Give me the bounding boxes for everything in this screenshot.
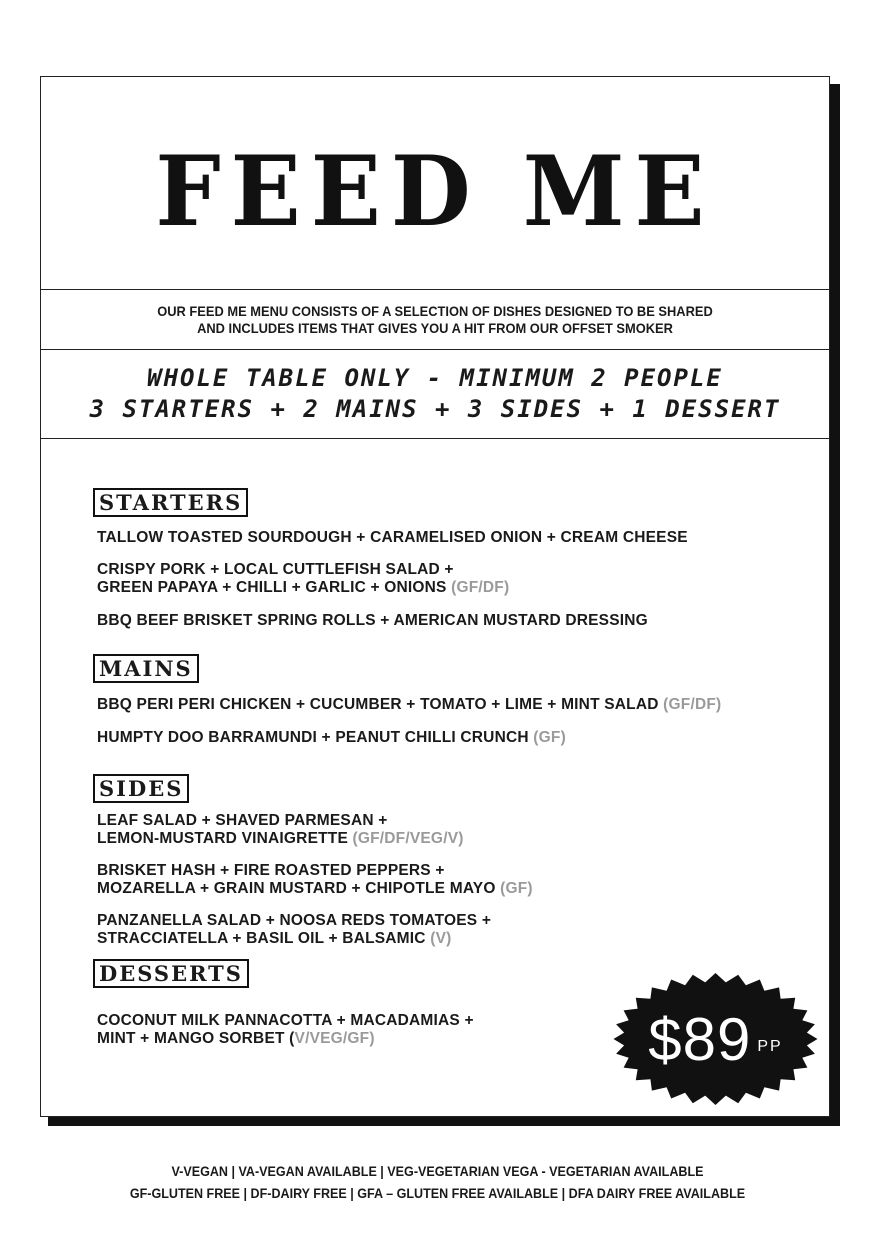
section-heading-mains: MAINS bbox=[93, 654, 199, 683]
item-text: BRISKET HASH + FIRE ROASTED PEPPERS + bbox=[97, 862, 445, 879]
item-text: MOZARELLA + GRAIN MUSTARD + CHIPOTLE MAYO bbox=[97, 879, 496, 897]
item-text: LEAF SALAD + SHAVED PARMESAN + bbox=[97, 812, 388, 829]
dietary-tag: (GF) bbox=[500, 879, 533, 897]
item-text: TALLOW TOASTED SOURDOUGH + CARAMELISED ONION + CREAM CHEESE bbox=[97, 529, 688, 546]
rules-line-1: WHOLE TABLE ONLY - MINIMUM 2 PEOPLE bbox=[147, 364, 723, 392]
menu-item bbox=[97, 862, 797, 897]
menu-title: FEED ME bbox=[155, 134, 715, 249]
price-badge bbox=[613, 972, 818, 1106]
dietary-legend bbox=[31, 1161, 845, 1205]
intro-line-1: OUR FEED ME MENU CONSISTS OF A SELECTION OF DISHES DESIGNED TO BE SHARED bbox=[157, 303, 713, 319]
table-rules bbox=[41, 350, 829, 438]
menu-card bbox=[40, 76, 830, 1117]
section-heading-sides: SIDES bbox=[93, 774, 189, 803]
item-text: BBQ BEEF BRISKET SPRING ROLLS + AMERICAN MUSTARD DRESSING bbox=[97, 612, 648, 629]
item-text: MINT + MANGO SORBET ( bbox=[97, 1029, 295, 1047]
item-text: LEMON-MUSTARD VINAIGRETTE bbox=[97, 829, 348, 847]
item-text: PANZANELLA SALAD + NOOSA REDS TOMATOES + bbox=[97, 912, 492, 929]
item-text: HUMPTY DOO BARRAMUNDI + PEANUT CHILLI CRUNCH bbox=[97, 729, 529, 746]
section-heading-starters: STARTERS bbox=[93, 488, 248, 517]
legend-line-1: V-VEGAN | VA-VEGAN AVAILABLE | VEG-VEGETARIAN VEGA - VEGETARIAN AVAILABLE bbox=[171, 1164, 704, 1179]
dietary-tag: (GF) bbox=[533, 729, 566, 746]
menu-item bbox=[97, 561, 797, 596]
price-unit: PP bbox=[757, 1038, 783, 1055]
dietary-tag: (GF/DF/VEG/V) bbox=[352, 829, 464, 847]
item-text: STRACCIATELLA + BASIL OIL + BALSAMIC bbox=[97, 929, 426, 947]
item-text: CRISPY PORK + LOCAL CUTTLEFISH SALAD + bbox=[97, 561, 454, 578]
item-text: GREEN PAPAYA + CHILLI + GARLIC + ONIONS bbox=[97, 578, 447, 596]
title-area bbox=[41, 77, 829, 289]
menu-item bbox=[97, 812, 797, 847]
price-amount: $89 bbox=[648, 1005, 752, 1073]
section-heading-desserts: DESSERTS bbox=[93, 959, 249, 988]
menu-item bbox=[97, 696, 797, 714]
price-label bbox=[613, 972, 818, 1106]
menu-item bbox=[97, 612, 797, 630]
dietary-tag: (V) bbox=[430, 929, 452, 947]
item-text: BBQ PERI PERI CHICKEN + CUCUMBER + TOMATO + LIME + MINT SALAD bbox=[97, 696, 659, 713]
rules-line-2: 3 STARTERS + 2 MAINS + 3 SIDES + 1 DESSERT bbox=[89, 395, 781, 423]
menu-item bbox=[97, 529, 797, 547]
intro-line-2: AND INCLUDES ITEMS THAT GIVES YOU A HIT FROM OUR OFFSET SMOKER bbox=[197, 320, 673, 336]
dietary-tag: V/VEG/GF) bbox=[294, 1029, 375, 1047]
intro-text bbox=[73, 290, 798, 350]
item-text: COCONUT MILK PANNACOTTA + MACADAMIAS + bbox=[97, 1012, 474, 1029]
dietary-tag: (GF/DF) bbox=[451, 578, 510, 596]
menu-item bbox=[97, 912, 797, 947]
divider bbox=[41, 438, 829, 439]
dietary-tag: (GF/DF) bbox=[663, 696, 722, 713]
menu-item bbox=[97, 729, 797, 747]
legend-line-2: GF-GLUTEN FREE | DF-DAIRY FREE | GFA – GLUTEN FREE AVAILABLE | DFA DAIRY FREE AVAILABLE bbox=[129, 1186, 746, 1201]
